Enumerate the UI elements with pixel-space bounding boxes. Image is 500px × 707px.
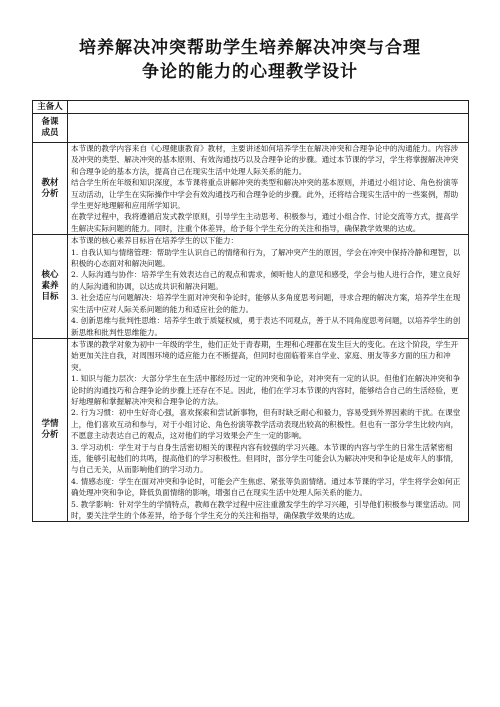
preparer-value <box>68 101 469 114</box>
title-line-1: 培养解决冲突帮助学生培养解决冲突与合理 <box>79 38 421 58</box>
literacy-label-line-1: 核心 <box>41 270 59 281</box>
literacy-paragraph: 1. 自我认知与情绪管理：帮助学生认识自己的情绪和行为，了解冲突产生的原因，学会在冲突中保持冷静和理智，以积极的心态面对和解决问题。 <box>71 247 461 269</box>
material-label-line-1: 教材 <box>41 177 59 188</box>
literacy-paragraph: 2. 人际沟通与协作：培养学生有效表达自己的观点和需求，倾听他人的意见和感受，学会与他人进行合作，建立良好的人际沟通和协调，以达成共识和解决问题。 <box>71 270 461 291</box>
document-title <box>0 0 500 84</box>
students-row <box>33 338 469 522</box>
lesson-plan-table <box>32 100 469 522</box>
students-label-line-2: 分析 <box>41 430 59 441</box>
literacy-label-line-2: 素养 <box>41 281 59 292</box>
material-label-line-2: 分析 <box>41 188 59 199</box>
material-paragraph: 在教学过程中，我将遵循启发式教学原则，引导学生主动思考、积极参与，通过小组合作、讨论交流等方式，提高学生解决实际问题的能力。同时，注重个体差异，给予每个学生充分的关注和指导，确保教学效果的达成。 <box>71 212 459 233</box>
literacy-label <box>33 235 68 339</box>
students-label <box>33 338 68 522</box>
literacy-label-line-3: 目标 <box>41 292 59 303</box>
literacy-content <box>68 235 469 339</box>
material-paragraph: 结合学生所在年级和知识深度，本节课将重点讲解冲突的类型和解决冲突的基本原则，并通过小组讨论、角色扮演等互动活动，让学生在实际操作中学会有效沟通技巧和合理争论的步骤。此外，还将结合现实生活中的一些案例，帮助学生更好地理解和应用所学知识。 <box>71 178 459 211</box>
members-row <box>33 114 469 143</box>
title-line-2: 争论的能力的心理教学设计 <box>142 62 358 82</box>
literacy-paragraph: 4. 创新思维与批判性思维：培养学生敢于质疑权威，勇于表达不同观点，善于从不同角度思考问题，以培养学生的创新思维和批判性思维能力。 <box>71 316 461 337</box>
material-paragraph: 本节课的教学内容来自《心理健康教育》教材，主要讲述如何培养学生在解决冲突和合理争论中的沟通能力。内容涉及冲突的类型、解决冲突的基本原则、有效沟通技巧以及合理争论的步骤。通过本节课的学习，学生将掌握解决冲突和合理争论的基本方法，提高自己在现实生活中处理人际关系的能力。 <box>71 144 459 176</box>
students-paragraph: 1. 知识与能力层次：大部分学生在生活中都经历过一定的冲突和争论，对冲突有一定的认识。但他们在解决冲突和争论时的沟通技巧和合理争论的步骤上还存在不足。因此，他们在学习本节课的内容时，能够结合自己的生活经验，更好地理解和掌握解决冲突和合理争论的方法。 <box>71 374 461 406</box>
preparer-label: 主备人 <box>33 101 68 114</box>
members-value <box>68 114 469 143</box>
students-paragraph: 5. 教学影响：针对学生的学情特点，教师在教学过程中应注重激发学生的学习兴趣，引导他们积极参与课堂活动。同时，要关注学生的个体差异，给予每个学生充分的关注和指导，确保教学效果的达成。 <box>71 499 461 520</box>
material-row <box>33 143 469 235</box>
students-paragraph: 本节课的教学对象为初中一年级的学生，他们正处于青春期，生理和心理都在发生巨大的变化。在这个阶段，学生开始更加关注自我，对周围环境的适应能力在不断提高，但同时也面临着来自学业、家庭、朋友等多方面的压力和冲突。 <box>71 339 459 372</box>
students-paragraph: 4. 情感态度：学生在面对冲突和争论时，可能会产生焦虑、紧张等负面情绪。通过本节课的学习，学生将学会如何正确处理冲突和争论，降低负面情绪的影响，增强自己在现实生活中处理人际关系的能力。 <box>71 476 461 498</box>
preparer-row <box>33 101 469 114</box>
students-label-line-1: 学情 <box>41 419 59 430</box>
literacy-paragraph: 3. 社会适应与问题解决：培养学生面对冲突和争论时，能够从多角度思考问题，寻求合理的解决方案，培养学生在现实生活中应对人际关系问题的能力和适应社会的能力。 <box>71 293 461 314</box>
members-label-line-2: 成员 <box>41 128 59 138</box>
students-paragraph: 3. 学习动机：学生对于与自身生活密切相关的课程内容有较强的学习兴趣。本节课的内容与学生的日常生活紧密相连，能够引起他们的共鸣，提高他们的学习积极性。但同时，部分学生可能会认为解决冲突和争论是成年人的事情，与自己无关，从而影响他们的学习动力。 <box>71 442 459 475</box>
material-label <box>33 143 68 235</box>
material-content <box>68 143 469 235</box>
literacy-paragraph: 本节课的核心素养目标旨在培养学生的以下能力： <box>71 236 239 246</box>
students-paragraph: 2. 行为习惯：初中生好奇心强，喜欢探索和尝试新事物，但有时缺乏耐心和毅力，容易受到外界因素的干扰。在课堂上，他们喜欢互动和参与，对于小组讨论、角色扮演等教学活动表现出较高的积极性。但也有一部分学生比较内向，不愿意主动表达自己的观点，这对他们的学习效果会产生一定的影响。 <box>71 408 461 441</box>
students-content <box>68 338 469 522</box>
members-label-line-1: 备课 <box>41 117 59 127</box>
literacy-row <box>33 235 469 339</box>
members-label <box>33 114 68 143</box>
